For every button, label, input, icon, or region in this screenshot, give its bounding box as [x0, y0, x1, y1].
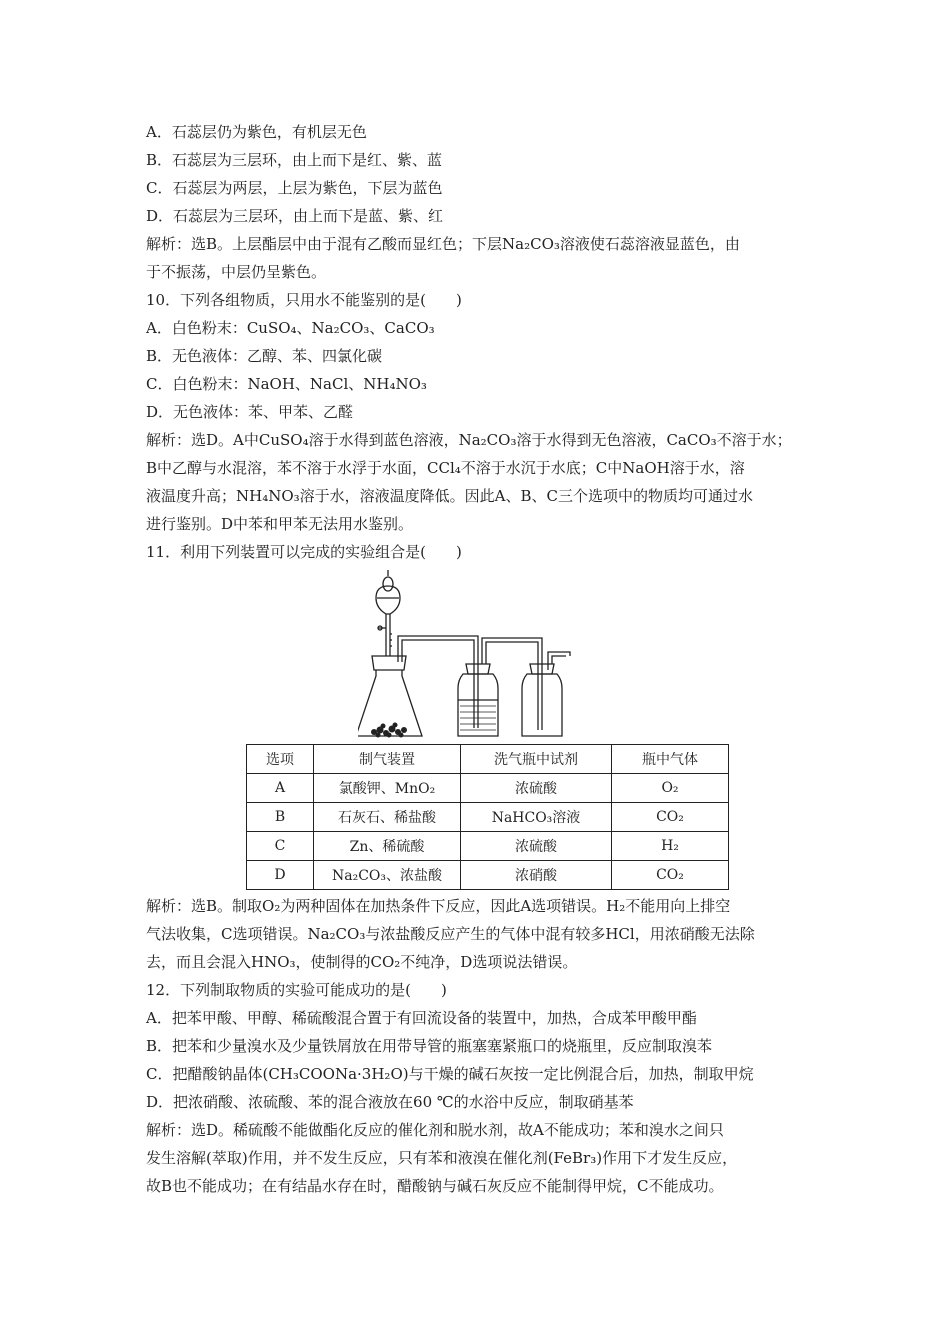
table-cell: O₂: [612, 774, 729, 803]
table-cell: A: [247, 774, 314, 803]
gas-apparatus-diagram: [358, 568, 598, 744]
q10-option-a: A．白色粉末：CuSO₄、Na₂CO₃、CaCO₃: [146, 319, 435, 337]
q10-analysis-line: 解析：选D。A中CuSO₄溶于水得到蓝色溶液，Na₂CO₃溶于水得到无色溶液，CaCO₃不溶于水；: [146, 431, 792, 449]
table-header: 选项: [247, 745, 314, 774]
q10-stem-before: 10．下列各组物质，只用水: [146, 291, 331, 309]
q10-emphasis-char: 不: [330, 291, 346, 309]
table-header-row: [247, 745, 729, 774]
q12-option-d: D．把浓硝酸、浓硫酸、苯的混合液放在60 ℃的水浴中反应，制取硝基苯: [146, 1093, 634, 1111]
q12-option-b: B．把苯和少量溴水及少量铁屑放在用带导管的瓶塞塞紧瓶口的烧瓶里，反应制取溴苯: [146, 1037, 713, 1055]
q12-analysis-line: 故B也不能成功；在有结晶水存在时，醋酸钠与碱石灰反应不能制得甲烷，C不能成功。: [146, 1177, 724, 1195]
table-cell: CO₂: [612, 803, 729, 832]
table-cell: NaHCO₃溶液: [461, 803, 612, 832]
table-header: 洗气瓶中试剂: [461, 745, 612, 774]
q10-option-b: B．无色液体：乙醇、苯、四氯化碳: [146, 347, 383, 365]
q12-stem: 12．下列制取物质的实验可能成功的是( ): [146, 981, 447, 999]
q10-option-c: C．白色粉末：NaOH、NaCl、NH₄NO₃: [146, 375, 427, 393]
q9-option-d: D．石蕊层为三层环，由上而下是蓝、紫、红: [146, 207, 444, 225]
table-cell: Zn、稀硫酸: [314, 832, 461, 861]
table-row: [247, 832, 729, 861]
q10-stem-after: 能鉴别的是( ): [345, 291, 462, 309]
table-cell: 浓硫酸: [461, 774, 612, 803]
q12-analysis-line: 解析：选D。稀硫酸不能做酯化反应的催化剂和脱水剂，故A不能成功；苯和溴水之间只: [146, 1121, 724, 1139]
options-table: [246, 744, 729, 890]
q12-option-a: A．把苯甲酸、甲醇、稀硫酸混合置于有回流设备的装置中，加热，合成苯甲酸甲酯: [146, 1009, 697, 1027]
document-body: [146, 118, 816, 1200]
q11-analysis-line: 解析：选B。制取O₂为两种固体在加热条件下反应，因此A选项错误。H₂不能用向上排空: [146, 897, 731, 915]
table-header: 瓶中气体: [612, 745, 729, 774]
table-row: [247, 774, 729, 803]
table-cell: 石灰石、稀盐酸: [314, 803, 461, 832]
table-cell: Na₂CO₃、浓盐酸: [314, 861, 461, 890]
q11-analysis-line: 去，而且会混入HNO₃，使制得的CO₂不纯净，D选项说法错误。: [146, 953, 578, 971]
table-header: 制气装置: [314, 745, 461, 774]
q12-analysis-line: 发生溶解(萃取)作用，并不发生反应，只有苯和液溴在催化剂(FeBr₃)作用下才发生反应，: [146, 1149, 738, 1167]
q9-option-a: A．石蕊层仍为紫色，有机层无色: [146, 123, 367, 141]
table-cell: 浓硫酸: [461, 832, 612, 861]
q9-option-b: B．石蕊层为三层环，由上而下是红、紫、蓝: [146, 151, 443, 169]
table-cell: H₂: [612, 832, 729, 861]
table-cell: 浓硝酸: [461, 861, 612, 890]
table-cell: 氯酸钾、MnO₂: [314, 774, 461, 803]
q10-analysis-line: B中乙醇与水混溶，苯不溶于水浮于水面，CCl₄不溶于水沉于水底；C中NaOH溶于水，溶: [146, 459, 745, 477]
q10-stem: [146, 286, 816, 314]
q9-analysis-line: 解析：选B。上层酯层中由于混有乙酸而显红色；下层Na₂CO₃溶液使石蕊溶液显蓝色，由: [146, 235, 740, 253]
q10-option-d: D．无色液体：苯、甲苯、乙醛: [146, 403, 354, 421]
q10-analysis-line: 液温度升高；NH₄NO₃溶于水，溶液温度降低。因此A、B、C三个选项中的物质均可通过水: [146, 487, 753, 505]
table-cell: B: [247, 803, 314, 832]
q10-analysis-line: 进行鉴别。D中苯和甲苯无法用水鉴别。: [146, 515, 414, 533]
table-row: [247, 861, 729, 890]
q9-option-c: C．石蕊层为两层，上层为紫色，下层为蓝色: [146, 179, 443, 197]
q9-analysis-line: 于不振荡，中层仍呈紫色。: [146, 263, 327, 281]
table-cell: C: [247, 832, 314, 861]
table-cell: CO₂: [612, 861, 729, 890]
table-cell: D: [247, 861, 314, 890]
q12-option-c: C．把醋酸钠晶体(CH₃COONa·3H₂O)与干燥的碱石灰按一定比例混合后，加热，制取甲烷: [146, 1065, 754, 1083]
apparatus-figure: [146, 568, 816, 744]
table-row: [247, 803, 729, 832]
q11-stem: 11．利用下列装置可以完成的实验组合是( ): [146, 543, 462, 561]
q11-analysis-line: 气法收集，C选项错误。Na₂CO₃与浓盐酸反应产生的气体中混有较多HCl，用浓硝酸无法除: [146, 925, 755, 943]
